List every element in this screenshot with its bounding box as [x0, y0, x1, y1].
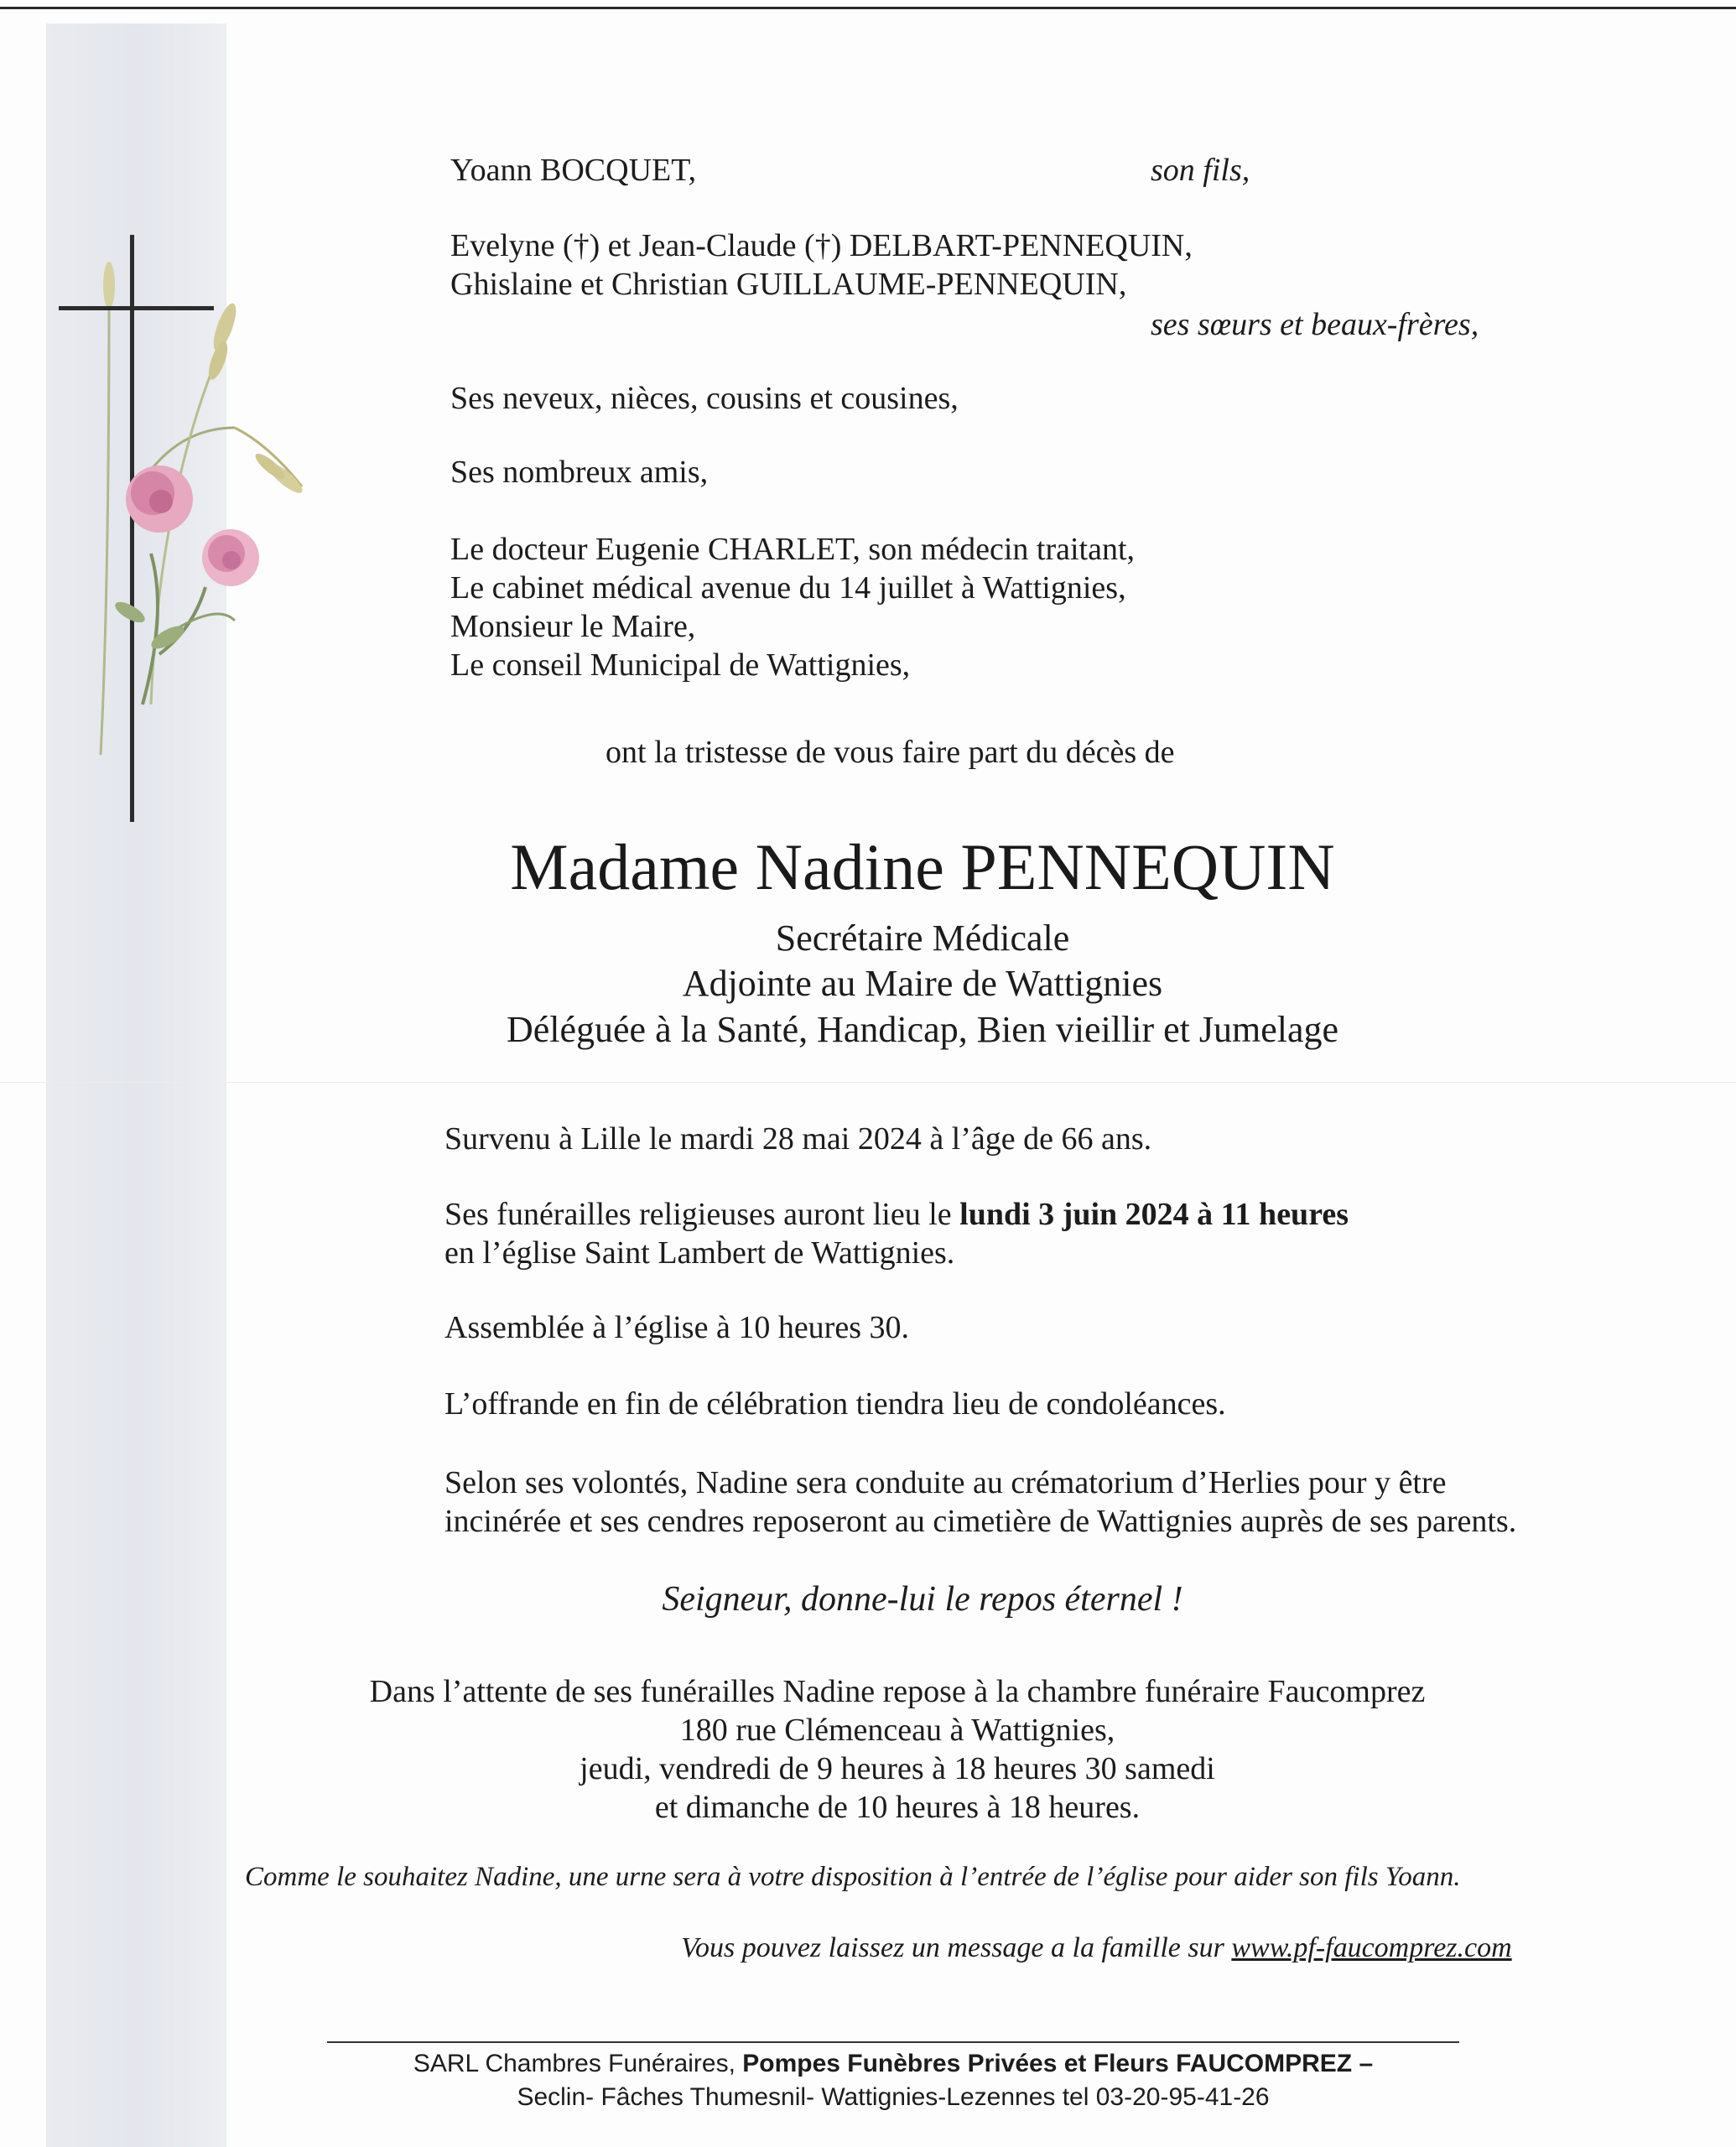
announcement-line: ont la tristesse de vous faire part du décès de — [606, 735, 1175, 770]
visitation-line-1: Dans l’attente de ses funérailles Nadine repose à la chambre funéraire Faucomprez — [369, 1674, 1426, 1709]
siblings-line-2: Ghislaine et Christian GUILLAUME-PENNEQUIN, — [450, 267, 1127, 302]
wishes-line-2: incinérée et ses cendres reposeront au cimetière de Wattignies auprès de ses parents. — [444, 1504, 1517, 1539]
message-prefix: Vous pouvez laissez un message a la famille sur — [681, 1932, 1232, 1963]
cabinet-line: Le cabinet médical avenue du 14 juillet à Wattignies, — [450, 570, 1126, 606]
deceased-role-1: Secrétaire Médicale — [775, 918, 1070, 959]
urn-note: Comme le souhaitez Nadine, une urne sera à votre disposition à l’entrée de l’église pour aider son fils Yoann. — [245, 1862, 1461, 1892]
message-line — [681, 1929, 1512, 1968]
death-line: Survenu à Lille le mardi 28 mai 2024 à l’âge de 66 ans. — [444, 1121, 1152, 1157]
offering-line: L’offrande en fin de célébration tiendra lieu de condoléances. — [444, 1386, 1226, 1422]
deceased-role-3: Déléguée à la Santé, Handicap, Bien vieillir et Jumelage — [506, 1009, 1339, 1050]
footer-company-name: Pompes Funèbres Privées et Fleurs FAUCOMPREZ – — [742, 2050, 1374, 2077]
website-link[interactable]: www.pf-faucomprez.com — [1231, 1932, 1512, 1963]
nephews-line: Ses neveux, nièces, cousins et cousines, — [450, 381, 959, 416]
siblings-line-1: Evelyne (†) et Jean-Claude (†) DELBART-PENNEQUIN, — [450, 228, 1193, 263]
siblings-relation: ses sœurs et beaux-frères, — [1151, 307, 1479, 342]
prayer-line: Seigneur, donne-lui le repos éternel ! — [662, 1580, 1183, 1619]
top-rule — [0, 7, 1736, 9]
funeral-place: en l’église Saint Lambert de Wattignies. — [444, 1235, 955, 1271]
doctor-line: Le docteur Eugenie CHARLET, son médecin traitant, — [450, 532, 1136, 567]
assembly-line: Assemblée à l’église à 10 heures 30. — [444, 1310, 909, 1345]
council-line: Le conseil Municipal de Wattignies, — [450, 647, 911, 683]
fold-line — [0, 1082, 1736, 1083]
funeral-date: lundi 3 juin 2024 à 11 heures — [959, 1197, 1349, 1232]
footer-locations: Seclin- Fâches Thumesnil- Wattignies-Lezennes tel 03-20-95-41-26 — [517, 2083, 1270, 2111]
mayor-line: Monsieur le Maire, — [450, 609, 696, 644]
son-name: Yoann BOCQUET, — [450, 153, 697, 188]
footer-company — [327, 2048, 1459, 2080]
footer-rule — [327, 2041, 1459, 2043]
visitation-line-2: 180 rue Clémenceau à Wattignies, — [679, 1713, 1115, 1748]
footer-company-prefix: SARL Chambres Funéraires, — [413, 2050, 743, 2077]
wishes-line-1: Selon ses volontés, Nadine sera conduite au crématorium d’Herlies pour y être — [444, 1465, 1447, 1500]
cross-flowers-illustration — [50, 235, 386, 839]
visitation-line-3: jeudi, vendredi de 9 heures à 18 heures 30 samedi — [580, 1751, 1215, 1786]
funeral-line — [444, 1195, 1349, 1234]
friends-line: Ses nombreux amis, — [450, 455, 709, 490]
deceased-role-2: Adjointe au Maire de Wattignies — [682, 963, 1163, 1004]
cross-icon — [59, 235, 214, 822]
visitation-line-4: et dimanche de 10 heures à 18 heures. — [654, 1790, 1141, 1825]
son-relation: son fils, — [1151, 153, 1250, 188]
deceased-name: Madame Nadine PENNEQUIN — [510, 830, 1335, 903]
funeral-prefix: Ses funérailles religieuses auront lieu le — [444, 1197, 960, 1232]
